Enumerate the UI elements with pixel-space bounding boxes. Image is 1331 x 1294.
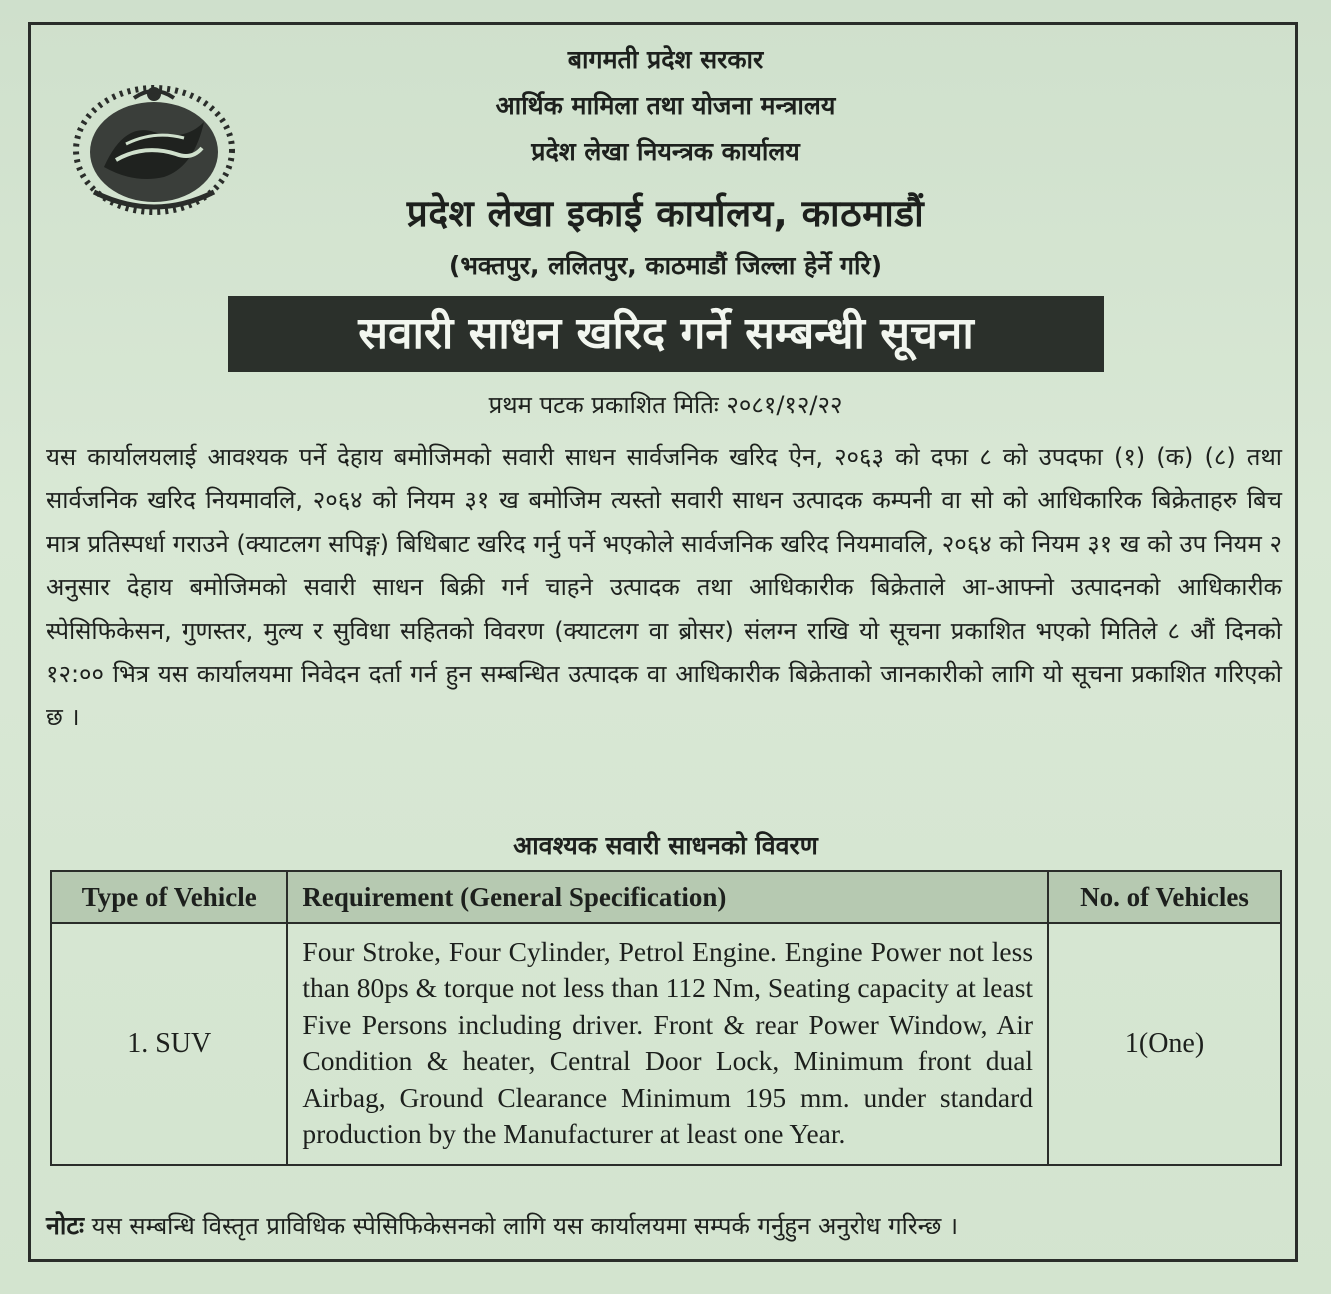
header-province-government: बागमती प्रदेश सरकार <box>567 45 764 74</box>
note-label: नोटः <box>46 1211 85 1240</box>
col-header-requirement: Requirement (General Specification) <box>287 871 1048 923</box>
footnote <box>46 1208 1286 1242</box>
col-header-count: No. of Vehicles <box>1048 871 1281 923</box>
header-ministry: आर्थिक मामिला तथा योजना मन्त्रालय <box>495 91 836 120</box>
note-text: यस सम्बन्धि विस्तृत प्राविधिक स्पेसिफिकेसनको लागि यस कार्यालयमा सम्पर्क गर्नुहुन अनुरोध गरिन्छ । <box>91 1212 959 1240</box>
header-jurisdiction: (भक्तपुर, ललितपुर, काठमाडौं जिल्ला हेर्ने गरि) <box>448 251 883 280</box>
cell-vehicle-type: 1. SUV <box>51 923 287 1165</box>
cell-specification: Four Stroke, Four Cylinder, Petrol Engine. Engine Power not less than 80ps & torque not less than 112 Nm, Seating capacity at least Five Persons including driver. Front & rear Power Window, Air Condition & heater, Central Door Lock, Minimum front dual Airbag, Ground Clearance Minimum 195 mm. under standard production by the Manufacturer at least one Year. <box>287 923 1048 1165</box>
cell-vehicle-count: 1(One) <box>1048 923 1281 1165</box>
notice-body: यस कार्यालयलाई आवश्यक पर्ने देहाय बमोजिमको सवारी साधन सार्वजनिक खरिद ऐन, २०६३ को दफा ८ को उपदफा (१) (क) (८) तथा सार्वजनिक खरिद नियमावलि, २०६४ को नियम ३१ ख बमोजिम त्यस्तो सवारी साधन उत्पादक कम्पनी वा सो को आधिकारिक बिक्रेताहरु बिच मात्र प्रतिस्पर्धा गराउने (क्याटलग सपिङ्ग) बिधिबाट खरिद गर्नु पर्ने भएकोले सार्वजनिक खरिद नियमावलि, २०६४ को नियम ३१ ख को उप नियम २ अनुसार देहाय बमोजिमको सवारी साधन बिक्री गर्न चाहने उत्पादक तथा आधिकारीक बिक्रेताले आ-आफ्नो उत्पादनको आधिकारीक स्पेसिफिकेसन, गुणस्तर, मुल्य र सुविधा सहितको विवरण (क्याटलग वा ब्रोसर) संलग्न राखि यो सूचना प्रकाशित भएको मितिले ८ औं दिनको १२:०० भित्र यस कार्यालयमा निवेदन दर्ता गर्न हुन सम्बन्धित उत्पादक वा आधिकारीक बिक्रेताको जानकारीको लागि यो सूचना प्रकाशित गरिएको छ । <box>46 443 1283 732</box>
notice-title-banner: सवारी साधन खरिद गर्ने सम्बन्धी सूचना <box>228 296 1104 372</box>
header-controller-office: प्रदेश लेखा नियन्त्रक कार्यालय <box>531 137 800 166</box>
header-office-name: प्रदेश लेखा इकाई कार्यालय, काठमाडौं <box>406 192 925 235</box>
table-header-row <box>51 871 1281 923</box>
vehicle-details-heading: आवश्यक सवारी साधनको विवरण <box>513 831 818 860</box>
vehicle-spec-table <box>50 870 1282 1166</box>
publication-date: प्रथम पटक प्रकाशित मितिः २०८१/१२/२२ <box>488 391 843 419</box>
table-row <box>51 923 1281 1165</box>
col-header-type: Type of Vehicle <box>51 871 287 923</box>
